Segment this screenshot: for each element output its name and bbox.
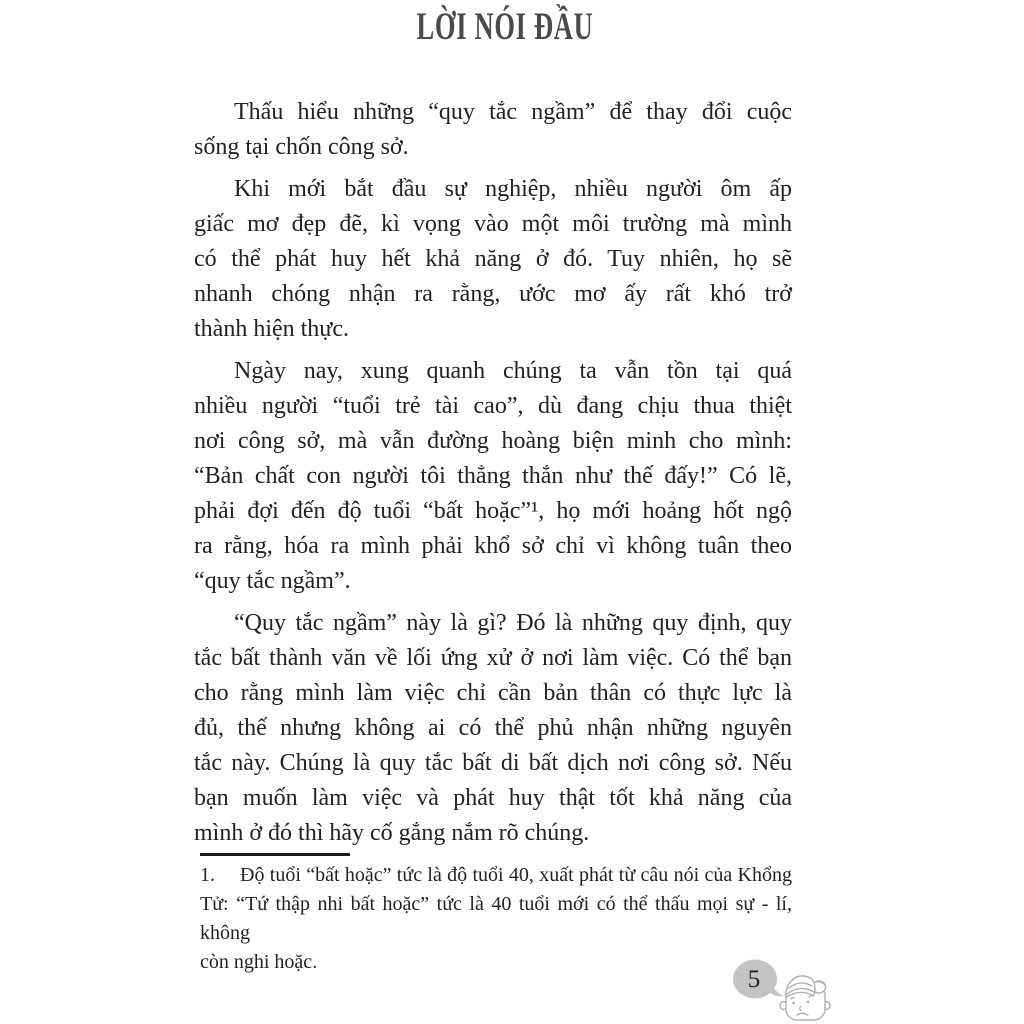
- text-line: nhanh chóng nhận ra rằng, ước mơ ấy rất khó trở: [194, 281, 792, 307]
- paragraph: [194, 172, 792, 347]
- text-line: có thể phát huy hết khả năng ở đó. Tuy nhiên, họ sẽ: [194, 246, 792, 272]
- speech-bubble-icon: [733, 960, 784, 999]
- body-text: [194, 95, 792, 851]
- text-line: nơi công sở, mà vẫn đường hoàng biện minh cho mình:: [194, 428, 792, 454]
- text-line: nhiều người “tuổi trẻ tài cao”, dù đang chịu thua thiệt: [194, 393, 792, 419]
- footnote-marker: 1.: [200, 864, 215, 886]
- text-line: cho rằng mình làm việc chỉ cần bản thân có thực lực là: [194, 680, 792, 706]
- text-line: đủ, thế nhưng không ai có thể phủ nhận những nguyên: [194, 715, 792, 741]
- worried-face-icon: [780, 976, 830, 1020]
- page-number: 5: [747, 966, 761, 993]
- text-line: tắc này. Chúng là quy tắc bất di bất dịch nơi công sở. Nếu: [194, 750, 792, 776]
- text-line: bạn muốn làm việc và phát huy thật tốt khả năng của: [194, 785, 792, 811]
- text-line: thành hiện thực.: [194, 316, 349, 342]
- text-line: “Quy tắc ngầm” này là gì? Đó là những quy định, quy: [234, 610, 792, 636]
- footnote-line: Tử: “Tứ thập nhi bất hoặc” tức là 40 tuổi mới có thể thấu mọi sự - lí, không: [200, 893, 792, 944]
- text-line: giấc mơ đẹp đẽ, kì vọng vào một môi trường mà mình: [194, 211, 792, 237]
- text-line: Ngày nay, xung quanh chúng ta vẫn tồn tại quá: [234, 358, 792, 384]
- paragraph: [194, 354, 792, 599]
- page-title: LỜI NÓI ĐẦU: [416, 5, 594, 48]
- text-line: ra rằng, hóa ra mình phải khổ sở chỉ vì không tuân theo: [194, 533, 792, 559]
- paragraph: [194, 95, 792, 165]
- footnote-text: [200, 861, 792, 977]
- text-line: phải đợi đến độ tuổi “bất hoặc”¹, họ mới hoảng hốt ngộ: [194, 498, 792, 524]
- text-line: mình ở đó thì hãy cố gắng nắm rõ chúng.: [194, 820, 590, 846]
- footnote-line: 1. Độ tuổi “bất hoặc” tức là độ tuổi 40, xuất phát từ câu nói của Khổng: [200, 861, 792, 890]
- text-line: sống tại chốn công sở.: [194, 134, 409, 160]
- text-line: “quy tắc ngầm”.: [194, 568, 351, 594]
- text-line: Khi mới bắt đầu sự nghiệp, nhiều người ôm ấp: [234, 176, 792, 202]
- text-line: tắc bất thành văn về lối ứng xử ở nơi làm việc. Có thể bạn: [194, 645, 792, 671]
- text-line: Thấu hiểu những “quy tắc ngầm” để thay đổi cuộc: [234, 99, 792, 125]
- footnote-line: còn nghi hoặc.: [200, 951, 318, 973]
- footnote-separator: [200, 853, 350, 856]
- page-footer-decor: [725, 948, 865, 1024]
- text-line: “Bản chất con người tôi thẳng thắn như thế đấy!” Có lẽ,: [194, 463, 792, 489]
- paragraph: [194, 606, 792, 851]
